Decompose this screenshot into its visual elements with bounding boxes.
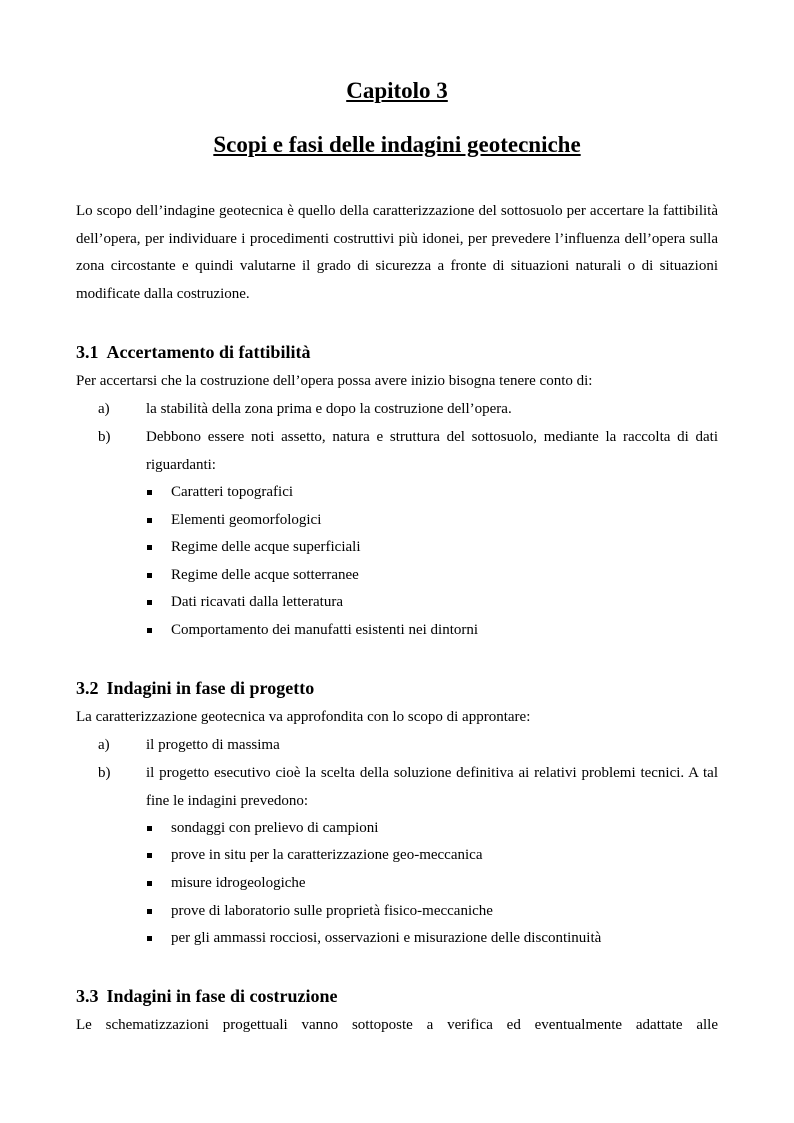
section-heading-3-1 xyxy=(76,340,310,364)
bullet-text: Comportamento dei manufatti esistenti nei dintorni xyxy=(171,622,479,638)
intro-paragraph: Lo scopo dell’indagine geotecnica è quello della caratterizzazione del sottosuolo per accertare la fattibilità dell’opera, per individuare i procedimenti costruttivi più idonei, per prevedere l’influenza dell’opera sulla zona circostante e quindi valutarne il grado di sicurezza a fronte di situazioni naturali o di situazioni modificate dalla costruzione. xyxy=(76,203,718,302)
bullet-marker xyxy=(147,600,152,605)
section-title: Indagini in fase di costruzione xyxy=(106,986,338,1006)
list-item-text: Debbono essere noti assetto, natura e struttura del sottosuolo, mediante la raccolta di dati riguardanti: xyxy=(146,429,718,473)
list-item-label: b) xyxy=(98,429,111,445)
bullet-text: Regime delle acque sotterranee xyxy=(171,567,359,583)
list-item-label: a) xyxy=(98,401,110,417)
bullet-text: Dati ricavati dalla letteratura xyxy=(171,594,343,610)
bullet-marker xyxy=(147,628,152,633)
bullet-text: Caratteri topografici xyxy=(171,484,294,500)
list-item-text: il progetto di massima xyxy=(146,737,280,753)
bullet-marker xyxy=(147,490,152,495)
chapter-title: Scopi e fasi delle indagini geotecniche xyxy=(213,132,581,157)
bullet-marker xyxy=(147,518,152,523)
section-lead: La caratterizzazione geotecnica va approfondita con lo scopo di approntare: xyxy=(76,709,531,725)
bullet-text: Elementi geomorfologici xyxy=(171,512,322,528)
bullet-marker xyxy=(147,909,152,914)
section-heading-3-2 xyxy=(76,676,314,700)
bullet-text: sondaggi con prelievo di campioni xyxy=(171,820,379,836)
bullet-text: prove in situ per la caratterizzazione geo-meccanica xyxy=(171,847,483,863)
bullet-text: prove di laboratorio sulle proprietà fisico-meccaniche xyxy=(171,903,493,919)
list-item-label: a) xyxy=(98,737,110,753)
chapter-label: Capitolo 3 xyxy=(346,78,448,103)
bullet-marker xyxy=(147,853,152,858)
bullet-marker xyxy=(147,545,152,550)
bullet-marker xyxy=(147,573,152,578)
list-item-text: il progetto esecutivo cioè la scelta della soluzione definitiva ai relativi problemi tecnici. A tal fine le indagini prevedono: xyxy=(146,765,718,809)
list-item-label: b) xyxy=(98,765,111,781)
section-number: 3.3 xyxy=(76,986,99,1006)
bullet-marker xyxy=(147,826,152,831)
section-lead: Per accertarsi che la costruzione dell’opera possa avere inizio bisogna tenere conto di: xyxy=(76,373,593,389)
section-heading-3-3 xyxy=(76,984,338,1008)
bullet-marker xyxy=(147,936,152,941)
section-number: 3.2 xyxy=(76,678,99,698)
section-title: Indagini in fase di progetto xyxy=(106,678,315,698)
section-number: 3.1 xyxy=(76,342,99,362)
section-lead: Le schematizzazioni progettuali vanno sottoposte a verifica ed eventualmente adattate alle xyxy=(76,1017,718,1033)
list-item-text: la stabilità della zona prima e dopo la costruzione dell’opera. xyxy=(146,401,512,417)
bullet-text: Regime delle acque superficiali xyxy=(171,539,361,555)
bullet-text: misure idrogeologiche xyxy=(171,875,306,891)
bullet-marker xyxy=(147,881,152,886)
bullet-text: per gli ammassi rocciosi, osservazioni e misurazione delle discontinuità xyxy=(171,930,602,946)
section-title: Accertamento di fattibilità xyxy=(106,342,311,362)
